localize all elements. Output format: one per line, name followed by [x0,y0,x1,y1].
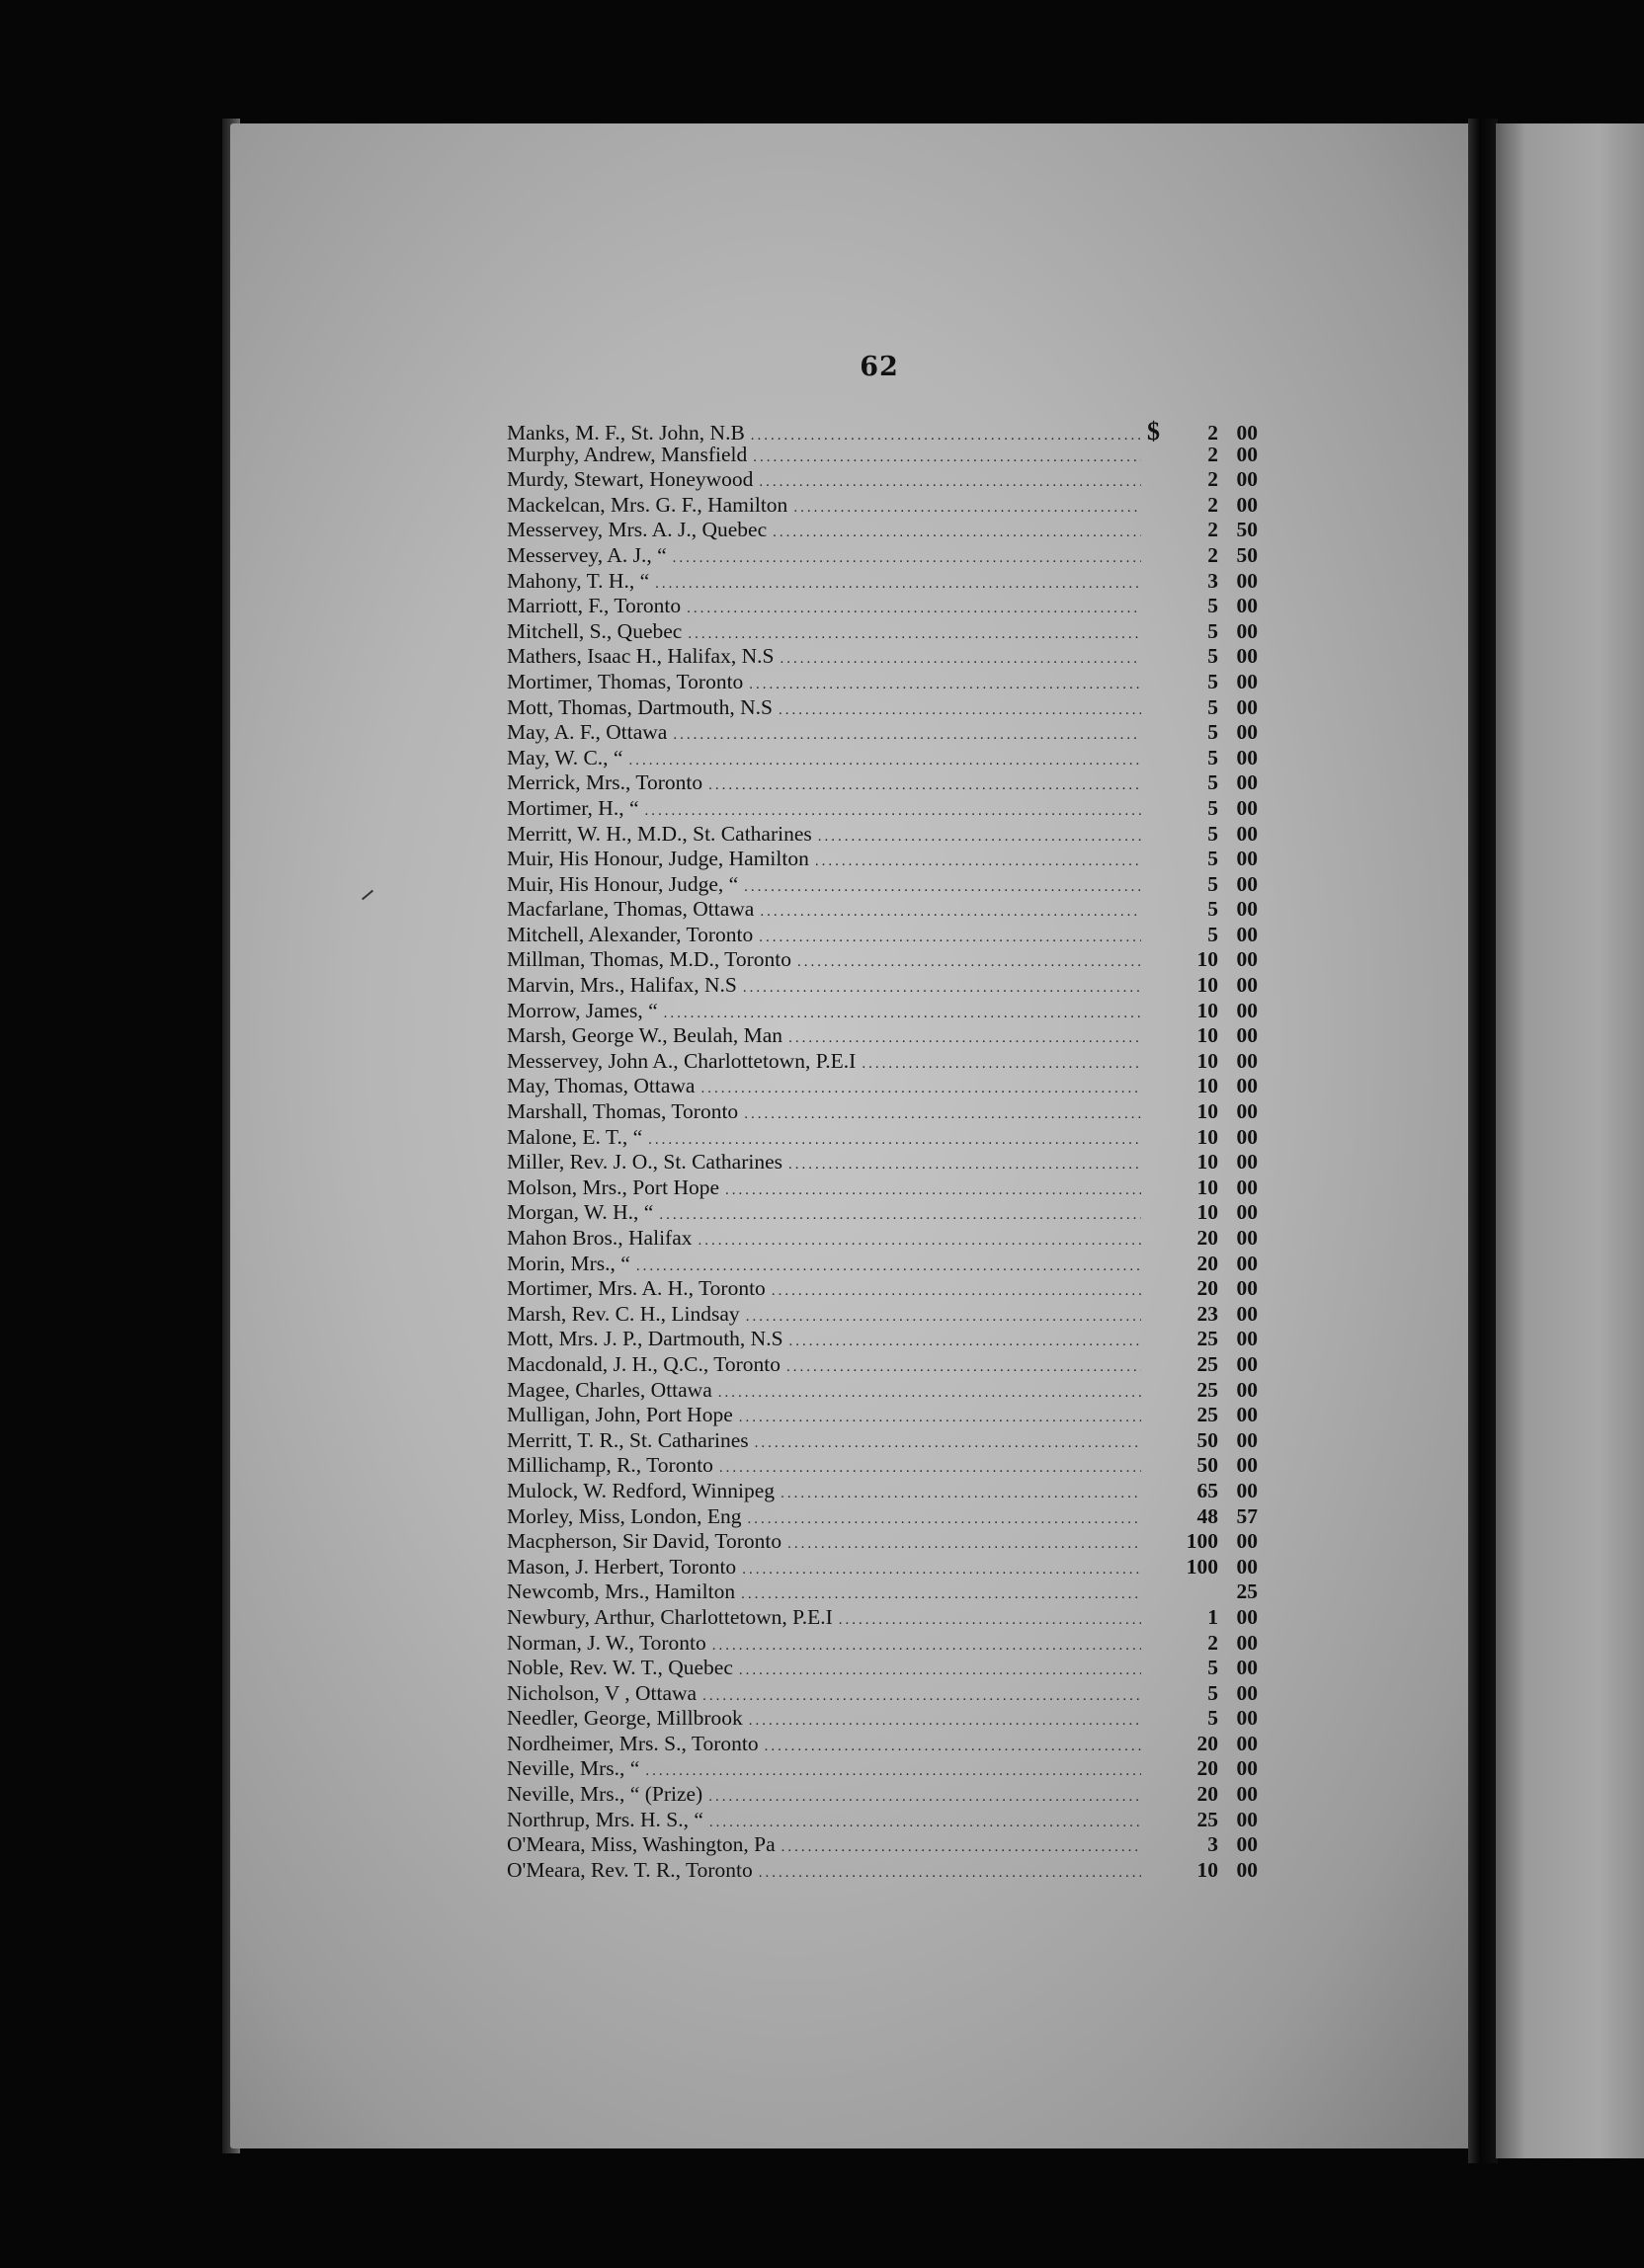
subscriber-name: Mitchell, Alexander, Toronto [507,922,754,946]
amount-dollars: 10 [1196,947,1218,972]
list-item [507,1656,1258,1681]
amount-cents: 00 [1236,1174,1258,1199]
amount-dollars: 10 [1196,998,1218,1022]
amount-dollars: 2 [1207,492,1218,517]
amount-dollars: 5 [1207,847,1218,871]
dot-leader [786,1359,1141,1376]
amount-dollars: 50 [1196,1453,1218,1478]
book-spine [1468,119,1498,2163]
subscriber-name: Northrup, Mrs. H. S., “ [507,1807,703,1831]
subscriber-name: Merritt, W. H., M.D., St. Catharines [507,821,812,846]
subscriber-name: Needler, George, Millbrook [507,1706,743,1731]
subscriber-name: Merritt, T. R., St. Catharines [507,1427,749,1452]
subscriber-name: Morgan, W. H., “ [507,1200,654,1225]
subscriber-name: Newbury, Arthur, Charlottetown, P.E.I [507,1604,833,1629]
subscription-list [507,417,1258,1883]
list-item [507,543,1258,569]
amount-dollars: 23 [1196,1301,1218,1326]
subscriber-name: Mott, Mrs. J. P., Dartmouth, N.S [507,1327,783,1351]
amount-cents: 00 [1236,1327,1258,1351]
subscriber-name: Newcomb, Mrs., Hamilton [507,1580,736,1604]
list-item [507,1023,1258,1049]
dot-leader [688,626,1141,643]
amount-cents: 00 [1236,1099,1258,1124]
dot-leader [702,1688,1141,1705]
dot-leader [787,1536,1141,1553]
dot-leader [839,1612,1141,1629]
subscriber-name: Marvin, Mrs., Halifax, N.S [507,973,737,998]
amount-dollars: 5 [1207,795,1218,820]
subscriber-name: Murdy, Stewart, Honeywood [507,467,754,492]
amount-cents: 00 [1236,1023,1258,1048]
amount-cents: 00 [1236,1731,1258,1755]
list-item [507,770,1258,796]
subscriber-name: Molson, Mrs., Port Hope [507,1174,720,1199]
list-item [507,1580,1258,1605]
amount-cents: 00 [1236,467,1258,492]
list-item [507,1808,1258,1833]
amount-dollars: 20 [1196,1226,1218,1250]
subscriber-name: Morin, Mrs., “ [507,1251,630,1275]
list-item [507,670,1258,695]
amount-cents: 00 [1236,871,1258,896]
dot-leader [755,1435,1141,1452]
subscriber-name: Messervey, Mrs. A. J., Quebec [507,518,768,542]
amount-dollars: 10 [1196,1150,1218,1174]
page-number: 62 [860,352,899,382]
amount-cents: 00 [1236,1301,1258,1326]
list-item [507,1858,1258,1884]
dot-leader [773,525,1141,541]
amount-cents: 00 [1236,442,1258,466]
amount-dollars: 20 [1196,1731,1218,1755]
amount-dollars: 2 [1207,421,1218,445]
amount-dollars: 5 [1207,1656,1218,1680]
dot-leader [743,980,1141,997]
subscriber-name: Neville, Mrs., “ [507,1756,640,1781]
subscriber-name: Norman, J. W., Toronto [507,1630,706,1655]
subscriber-name: Macpherson, Sir David, Toronto [507,1529,782,1554]
list-item [507,1150,1258,1175]
subscriber-name: Millichamp, R., Toronto [507,1453,713,1478]
adjacent-page [1496,123,1644,2158]
dot-leader [862,1056,1141,1073]
currency-symbol: $ [1147,417,1160,446]
subscriber-name: Mackelcan, Mrs. G. F., Hamilton [507,492,788,517]
subscriber-name: Mahony, T. H., “ [507,568,650,593]
amount-cents: 50 [1236,518,1258,542]
subscriber-name: Malone, E. T., “ [507,1124,643,1149]
list-item [507,417,1258,446]
amount-dollars: 5 [1207,644,1218,669]
list-item [507,1555,1258,1580]
list-item [507,1125,1258,1151]
amount-dollars: 5 [1207,720,1218,745]
dot-leader [708,777,1141,794]
dot-leader [742,1562,1141,1579]
amount-dollars: 10 [1196,1048,1218,1073]
subscriber-name: May, A. F., Ottawa [507,720,668,745]
amount-cents: 00 [1236,1478,1258,1502]
list-item [507,1200,1258,1226]
subscriber-name: May, Thomas, Ottawa [507,1074,696,1098]
amount-cents: 25 [1236,1580,1258,1604]
amount-dollars: 3 [1207,1832,1218,1857]
list-item [507,1302,1258,1328]
list-item [507,1099,1258,1125]
amount-dollars: 20 [1196,1756,1218,1781]
list-item [507,644,1258,670]
list-item [507,847,1258,872]
list-item [507,1276,1258,1302]
dot-leader [709,1815,1141,1831]
dot-leader [780,651,1141,668]
amount-dollars: 10 [1196,1124,1218,1149]
amount-dollars: 5 [1207,897,1218,922]
amount-cents: 00 [1236,1529,1258,1554]
amount-cents: 00 [1236,1226,1258,1250]
dot-leader [751,428,1141,445]
amount-dollars: 2 [1207,1630,1218,1655]
list-item [507,1605,1258,1631]
amount-cents: 00 [1236,1857,1258,1882]
subscriber-name: Mortimer, H., “ [507,795,639,820]
dot-leader [741,1586,1141,1603]
amount-cents: 00 [1236,1074,1258,1098]
dot-leader [815,853,1141,870]
subscriber-name: Mathers, Isaac H., Halifax, N.S [507,644,775,669]
amount-dollars: 100 [1186,1554,1218,1579]
dot-leader [749,1713,1141,1730]
dot-leader [760,904,1141,921]
amount-dollars: 5 [1207,770,1218,795]
subscriber-name: Nicholson, V , Ottawa [507,1680,698,1705]
amount-dollars: 100 [1186,1529,1218,1554]
subscriber-name: Magee, Charles, Ottawa [507,1377,712,1402]
subscriber-name: Merrick, Mrs., Toronto [507,770,703,795]
amount-dollars: 5 [1207,694,1218,719]
amount-cents: 00 [1236,1604,1258,1629]
subscriber-name: Macfarlane, Thomas, Ottawa [507,897,755,922]
subscriber-name: Mulligan, John, Port Hope [507,1403,733,1427]
dot-leader [659,1207,1141,1224]
amount-cents: 00 [1236,618,1258,643]
amount-cents: 00 [1236,669,1258,693]
list-item [507,569,1258,595]
amount-cents: 00 [1236,1200,1258,1225]
dot-leader [636,1258,1141,1275]
dot-leader [749,677,1141,693]
list-item [507,467,1258,493]
list-item [507,1631,1258,1657]
amount-cents: 50 [1236,542,1258,567]
subscriber-name: Mahon Bros., Halifax [507,1226,693,1250]
amount-cents: 00 [1236,1276,1258,1301]
list-item [507,1175,1258,1201]
list-item [507,973,1258,999]
amount-cents: 00 [1236,1048,1258,1073]
dot-leader [793,500,1141,517]
list-item [507,443,1258,468]
amount-dollars: 10 [1196,1074,1218,1098]
subscriber-name: Manks, M. F., St. John, N.B [507,421,745,445]
list-item [507,897,1258,923]
dot-leader [748,1511,1142,1528]
amount-cents: 00 [1236,568,1258,593]
subscriber-name: Mason, J. Herbert, Toronto [507,1554,737,1579]
amount-dollars: 5 [1207,594,1218,618]
amount-dollars: 3 [1207,568,1218,593]
list-item [507,947,1258,973]
amount-dollars: 5 [1207,1680,1218,1705]
list-item [507,1529,1258,1555]
amount-dollars: 48 [1196,1503,1218,1528]
dot-leader [673,727,1141,744]
amount-cents: 00 [1236,421,1258,445]
subscriber-name: Marsh, Rev. C. H., Lindsay [507,1301,740,1326]
list-item [507,1453,1258,1479]
list-item [507,594,1258,619]
list-item [507,1074,1258,1099]
subscriber-name: Mitchell, S., Quebec [507,618,683,643]
dot-leader [788,1157,1141,1174]
amount-cents: 00 [1236,1124,1258,1149]
amount-dollars: 25 [1196,1403,1218,1427]
list-item [507,746,1258,771]
dot-leader [818,829,1141,846]
amount-cents: 00 [1236,973,1258,998]
subscriber-name: Miller, Rev. J. O., St. Catharines [507,1150,783,1174]
amount-cents: 00 [1236,1630,1258,1655]
subscriber-name: Muir, His Honour, Judge, Hamilton [507,847,809,871]
amount-dollars: 5 [1207,618,1218,643]
list-item [507,1479,1258,1504]
list-item [507,1681,1258,1707]
amount-cents: 57 [1236,1503,1258,1528]
amount-cents: 00 [1236,947,1258,972]
subscriber-name: Mortimer, Thomas, Toronto [507,669,744,693]
amount-cents: 00 [1236,922,1258,946]
dot-leader [739,1662,1141,1679]
subscriber-name: Marsh, George W., Beulah, Man [507,1023,783,1048]
dot-leader [673,550,1141,567]
dot-leader [718,1385,1141,1402]
list-item [507,1756,1258,1782]
amount-dollars: 10 [1196,1200,1218,1225]
amount-cents: 00 [1236,1832,1258,1857]
amount-dollars: 25 [1196,1377,1218,1402]
list-item [507,923,1258,948]
list-item [507,796,1258,822]
amount-dollars: 5 [1207,669,1218,693]
dot-leader [753,449,1141,466]
dot-leader [788,1030,1141,1047]
dot-leader [712,1638,1141,1655]
amount-dollars: 25 [1196,1327,1218,1351]
amount-cents: 00 [1236,644,1258,669]
subscriber-name: Messervey, John A., Charlottetown, P.E.I [507,1048,857,1073]
amount-dollars: 2 [1207,542,1218,567]
subscriber-name: Marshall, Thomas, Toronto [507,1099,739,1124]
amount-dollars: 5 [1207,922,1218,946]
dot-leader [759,1865,1141,1882]
dot-leader [797,954,1141,971]
amount-dollars: 5 [1207,821,1218,846]
amount-cents: 00 [1236,897,1258,922]
list-item [507,1782,1258,1808]
dot-leader [628,753,1141,770]
amount-cents: 00 [1236,1554,1258,1579]
list-item [507,872,1258,898]
subscriber-name: Mortimer, Mrs. A. H., Toronto [507,1276,766,1301]
amount-cents: 00 [1236,1807,1258,1831]
list-item [507,518,1258,543]
subscriber-name: Mulock, W. Redford, Winnipeg [507,1478,776,1502]
amount-cents: 00 [1236,492,1258,517]
dot-leader [781,1839,1141,1856]
list-item [507,822,1258,848]
list-item [507,1832,1258,1858]
amount-dollars: 2 [1207,518,1218,542]
amount-dollars: 20 [1196,1251,1218,1275]
amount-cents: 00 [1236,770,1258,795]
dot-leader [789,1334,1141,1350]
dot-leader [739,1410,1141,1426]
amount-dollars: 10 [1196,1099,1218,1124]
list-item [507,1049,1258,1075]
amount-cents: 00 [1236,720,1258,745]
amount-cents: 00 [1236,1706,1258,1731]
amount-dollars: 1 [1207,1604,1218,1629]
list-item [507,1428,1258,1454]
subscriber-name: O'Meara, Rev. T. R., Toronto [507,1857,753,1882]
amount-cents: 00 [1236,1377,1258,1402]
subscriber-name: Murphy, Andrew, Mansfield [507,442,748,466]
amount-dollars: 20 [1196,1276,1218,1301]
dot-leader [744,879,1141,896]
list-item [507,695,1258,721]
list-item [507,1504,1258,1530]
list-item [507,999,1258,1024]
amount-dollars: 5 [1207,745,1218,770]
amount-cents: 00 [1236,594,1258,618]
dot-leader [664,1006,1141,1022]
amount-cents: 00 [1236,795,1258,820]
amount-dollars: 25 [1196,1351,1218,1376]
list-item [507,1378,1258,1404]
amount-cents: 00 [1236,1756,1258,1781]
amount-dollars: 2 [1207,442,1218,466]
amount-cents: 00 [1236,1403,1258,1427]
amount-cents: 00 [1236,1351,1258,1376]
amount-dollars: 2 [1207,467,1218,492]
dot-leader [719,1460,1141,1477]
amount-cents: 00 [1236,847,1258,871]
amount-cents: 00 [1236,1782,1258,1807]
list-item [507,1732,1258,1757]
amount-dollars: 10 [1196,1174,1218,1199]
subscriber-name: Mott, Thomas, Dartmouth, N.S [507,694,773,719]
subscriber-name: O'Meara, Miss, Washington, Pa [507,1832,776,1857]
dot-leader [772,1283,1141,1300]
dot-leader [645,1763,1141,1780]
list-item [507,1706,1258,1732]
dot-leader [765,1739,1141,1755]
dot-leader [687,601,1141,617]
list-item [507,493,1258,519]
dot-leader [725,1182,1141,1199]
amount-cents: 00 [1236,1680,1258,1705]
subscriber-name: Muir, His Honour, Judge, “ [507,871,739,896]
amount-dollars: 10 [1196,1857,1218,1882]
amount-cents: 00 [1236,1656,1258,1680]
dot-leader [759,930,1141,946]
subscriber-name: Neville, Mrs., “ (Prize) [507,1782,703,1807]
subscriber-name: Millman, Thomas, M.D., Toronto [507,947,791,972]
amount-dollars: 5 [1207,871,1218,896]
amount-cents: 00 [1236,694,1258,719]
dot-leader [759,474,1141,491]
subscriber-name: Messervey, A. J., “ [507,542,667,567]
amount-dollars: 20 [1196,1782,1218,1807]
dot-leader [744,1106,1141,1123]
amount-dollars: 25 [1196,1807,1218,1831]
amount-cents: 00 [1236,821,1258,846]
list-item [507,1403,1258,1428]
dot-leader [708,1789,1141,1806]
amount-dollars: 65 [1196,1478,1218,1502]
list-item [507,1327,1258,1352]
dot-leader [699,1233,1142,1250]
list-item [507,720,1258,746]
amount-cents: 00 [1236,1150,1258,1174]
amount-dollars: 10 [1196,1023,1218,1048]
amount-cents: 00 [1236,1427,1258,1452]
amount-dollars: 10 [1196,973,1218,998]
dot-leader [746,1309,1141,1326]
list-item [507,1252,1258,1277]
subscriber-name: Marriott, F., Toronto [507,594,682,618]
subscriber-name: May, W. C., “ [507,745,623,770]
list-item [507,1226,1258,1252]
list-item [507,619,1258,645]
subscriber-name: Nordheimer, Mrs. S., Toronto [507,1731,759,1755]
subscriber-name: Noble, Rev. W. T., Quebec [507,1656,733,1680]
dot-leader [779,702,1141,719]
dot-leader [655,576,1141,593]
amount-dollars: 50 [1196,1427,1218,1452]
subscriber-name: Morrow, James, “ [507,998,658,1022]
subscriber-name: Morley, Miss, London, Eng [507,1503,742,1528]
amount-dollars: 5 [1207,1706,1218,1731]
dot-leader [648,1132,1141,1149]
subscriber-name: Macdonald, J. H., Q.C., Toronto [507,1351,781,1376]
dot-leader [700,1081,1141,1097]
amount-cents: 00 [1236,1251,1258,1275]
list-item [507,1352,1258,1378]
dot-leader [644,803,1141,820]
amount-cents: 00 [1236,745,1258,770]
amount-cents: 00 [1236,998,1258,1022]
amount-cents: 00 [1236,1453,1258,1478]
dot-leader [781,1486,1141,1502]
